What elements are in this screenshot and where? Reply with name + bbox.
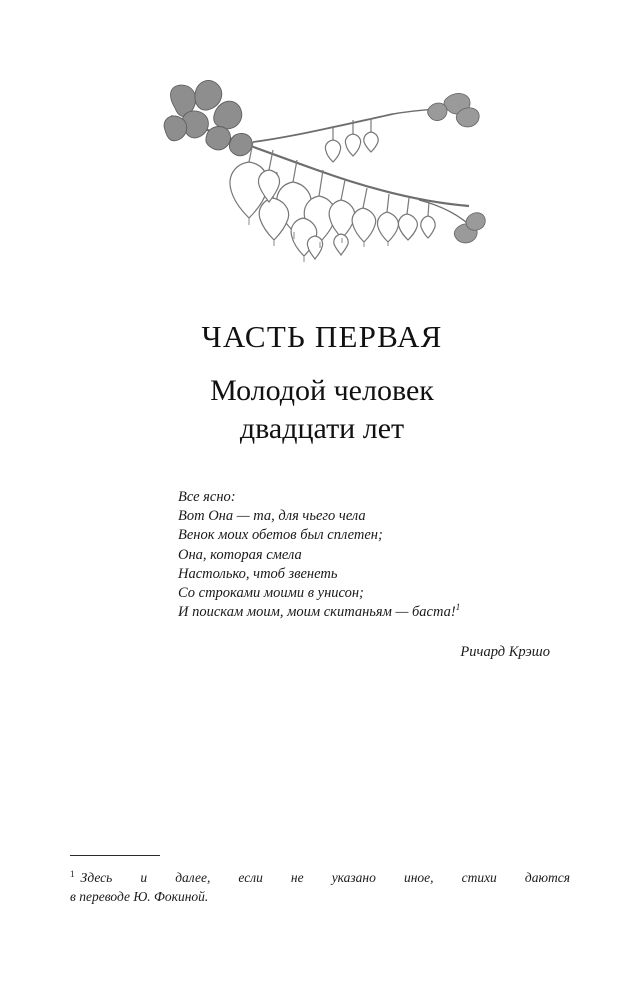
part-title: ЧАСТЬ ПЕРВАЯ (201, 319, 443, 354)
part-subtitle-line-1: Молодой человек (210, 374, 434, 408)
epigraph-line-with-footnote (178, 603, 558, 622)
dicentra-bleeding-heart-branch-ornament-icon (157, 78, 487, 278)
footnote-divider (70, 855, 160, 856)
epigraph-line: Настолько, чтоб звенеть (178, 565, 338, 582)
epigraph-line: Со строками моими в унисон; (178, 585, 364, 602)
footnote-line-1: Здесь и далее, если не указано иное, стихи даются (80, 870, 570, 885)
epigraph-author: Ричард Крэшо (460, 644, 550, 661)
epigraph-line: Все ясно: (178, 489, 236, 505)
epigraph-line: Венок моих обетов был сплетен; (178, 527, 383, 544)
epigraph-line-text: И поискам моим, моим скитаньям — баста! (178, 604, 456, 621)
part-subtitle-line-2: двадцати лет (239, 412, 405, 446)
title-block (0, 320, 644, 449)
footnote-text (70, 868, 570, 906)
epigraph-line: Вот Она — та, для чьего чела (178, 508, 366, 525)
footnote-line-2: в переводе Ю. Фокиной. (70, 889, 209, 904)
part-subtitle (0, 372, 644, 449)
footnote-marker: 1 (70, 868, 75, 879)
footnote-marker-reference[interactable]: 1 (455, 602, 461, 613)
epigraph (178, 488, 558, 661)
footnote (70, 855, 570, 906)
epigraph-line: Она, которая смела (178, 546, 302, 563)
